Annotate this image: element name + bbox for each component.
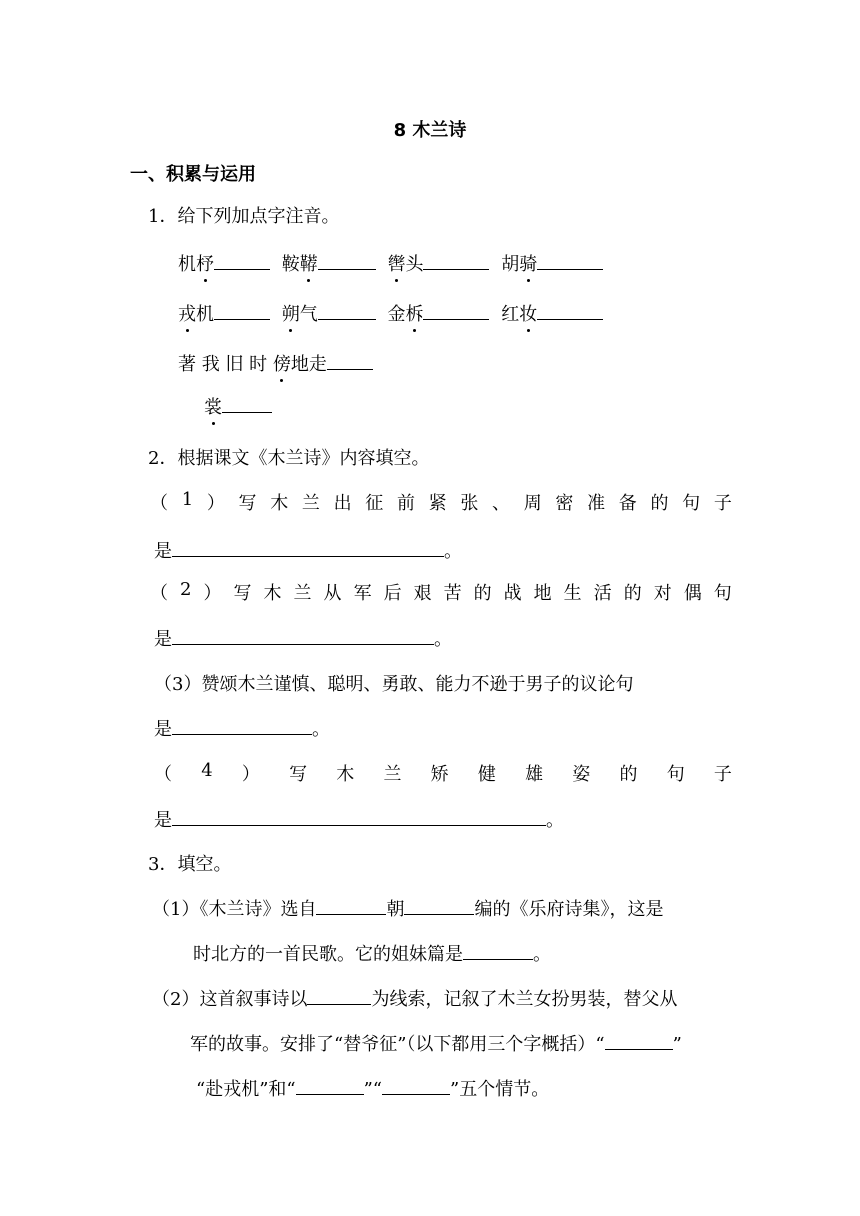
pinyin-item: 辔头 — [387, 250, 423, 276]
q2-part3: （3）赞颂木兰谨慎、聪明、勇敢、能力不逊于男子的议论句 — [154, 674, 634, 695]
answer-blank[interactable] — [214, 251, 270, 270]
pinyin-row-2 — [178, 300, 603, 326]
answer-blank[interactable] — [172, 807, 546, 826]
q3-part2-line2 — [190, 1030, 682, 1056]
pinyin-row-3 — [178, 350, 373, 376]
spaced-char: 前 — [396, 493, 415, 514]
answer-blank[interactable] — [307, 986, 371, 1005]
dotted-char: 裳 — [204, 393, 222, 419]
q3-text: 编的《乐府诗集》，这是 — [474, 899, 664, 920]
pinyin-item: 红妆 — [501, 300, 537, 326]
spaced-char: 1 — [181, 489, 194, 510]
spaced-char: 从 — [323, 583, 342, 604]
answer-blank[interactable] — [605, 1031, 673, 1050]
spaced-char: ） — [206, 493, 225, 514]
pinyin-item: 机杼 — [178, 250, 214, 276]
spaced-char: 4 — [201, 760, 213, 781]
q2-part1 — [150, 489, 732, 515]
spaced-char: 矫 — [430, 764, 449, 785]
spaced-char: 偶 — [683, 583, 702, 604]
pinyin-item: 戎机 — [178, 300, 214, 326]
pinyin-item: 鞍鞯 — [282, 250, 318, 276]
pinyin-item: 朔气 — [282, 300, 318, 326]
answer-blank[interactable] — [537, 251, 603, 270]
spaced-char: 的 — [650, 493, 669, 514]
spaced-char: 兰 — [293, 583, 312, 604]
spaced-char: 艰 — [413, 583, 432, 604]
answer-blank[interactable] — [404, 896, 474, 915]
answer-blank[interactable] — [318, 301, 376, 320]
q3-part2-line1 — [152, 985, 677, 1011]
spaced-char: 地 — [533, 583, 552, 604]
spaced-char: 出 — [333, 493, 352, 514]
q3-prompt: 3．填空。 — [148, 854, 232, 875]
answer-blank[interactable] — [172, 626, 434, 645]
spaced-char: 子 — [713, 764, 732, 785]
q2-part2-answer — [154, 625, 452, 651]
q3-text: （2）这首叙事诗以 — [152, 989, 308, 1010]
spaced-char: 2 — [180, 579, 192, 600]
spaced-char: 、 — [492, 493, 511, 514]
spaced-char: 木 — [263, 583, 282, 604]
q2-prompt: 2．根据课文《木兰诗》内容填空。 — [148, 448, 430, 469]
spaced-char: 军 — [353, 583, 372, 604]
q3-text: 朝 — [386, 899, 405, 920]
answer-blank[interactable] — [172, 538, 444, 557]
pinyin-item: 胡骑 — [501, 250, 537, 276]
q2-part3-answer — [154, 715, 330, 741]
answer-suffix: 。 — [546, 810, 564, 831]
q3-text: ”“ — [363, 1079, 383, 1100]
spaced-char: 周 — [523, 493, 542, 514]
answer-prefix: 是 — [154, 810, 172, 831]
spaced-char: 木 — [336, 764, 355, 785]
answer-blank[interactable] — [318, 251, 376, 270]
q3-text: 为线索，记叙了木兰女扮男装，替父从 — [371, 989, 678, 1010]
answer-blank[interactable] — [463, 941, 533, 960]
spaced-char: 的 — [619, 764, 638, 785]
spaced-char: 句 — [713, 583, 732, 604]
q3-text: 。 — [533, 944, 551, 965]
answer-prefix: 是 — [154, 629, 172, 650]
pinyin-suffix: 地走 — [290, 354, 327, 375]
spaced-char: 写 — [233, 583, 252, 604]
spaced-char: 的 — [473, 583, 492, 604]
section-heading: 一、积累与运用 — [130, 164, 256, 185]
spaced-char: 对 — [653, 583, 672, 604]
pinyin-row-1 — [178, 250, 603, 276]
spaced-char: 雄 — [525, 764, 544, 785]
q3-text: 军的故事。安排了“替爷征”（以下都用三个字概括）“ — [190, 1034, 605, 1055]
spaced-char: 苦 — [443, 583, 462, 604]
spaced-char: 紧 — [428, 493, 447, 514]
answer-blank[interactable] — [327, 351, 373, 370]
spaced-char: 兰 — [383, 764, 402, 785]
answer-suffix: 。 — [444, 541, 462, 562]
pinyin-prefix: 著 我 旧 时 — [178, 354, 268, 375]
answer-blank[interactable] — [214, 301, 270, 320]
spaced-char: 子 — [713, 493, 732, 514]
q3-text: 时北方的一首民歌。它的姐妹篇是 — [193, 944, 463, 965]
spaced-char: 的 — [623, 583, 642, 604]
answer-blank[interactable] — [537, 301, 603, 320]
q3-part1-line2 — [193, 940, 551, 966]
spaced-char: 后 — [383, 583, 402, 604]
spaced-char: 准 — [587, 493, 606, 514]
q3-text: ” — [672, 1034, 682, 1055]
spaced-char: 备 — [618, 493, 637, 514]
spaced-char: 句 — [682, 493, 701, 514]
answer-suffix: 。 — [434, 629, 452, 650]
answer-suffix: 。 — [312, 719, 330, 740]
q3-part1-line1 — [152, 895, 663, 921]
spaced-char: 生 — [563, 583, 582, 604]
spaced-char: （ — [150, 583, 168, 604]
spaced-char: 密 — [555, 493, 574, 514]
spaced-char: 写 — [238, 493, 257, 514]
q1-prompt: 1．给下列加点字注音。 — [148, 206, 340, 227]
q2-part4-answer — [154, 806, 564, 832]
q2-part4 — [154, 760, 732, 786]
pinyin-row-4 — [204, 393, 272, 419]
spaced-char: 张 — [460, 493, 479, 514]
q3-part2-line3 — [196, 1075, 549, 1101]
dotted-char: 傍 — [273, 350, 291, 376]
spaced-char: 活 — [593, 583, 612, 604]
spaced-char: 句 — [666, 764, 685, 785]
spaced-char: ） — [241, 764, 260, 785]
answer-blank[interactable] — [316, 896, 386, 915]
answer-prefix: 是 — [154, 541, 172, 562]
spaced-char: ） — [203, 583, 222, 604]
spaced-char: 健 — [477, 764, 496, 785]
spaced-char: 战 — [503, 583, 522, 604]
q2-part1-answer — [154, 537, 462, 563]
pinyin-item: 金柝 — [387, 300, 423, 326]
spaced-char: （ — [154, 764, 172, 785]
spaced-char: 写 — [289, 764, 308, 785]
answer-blank[interactable] — [382, 1076, 450, 1095]
answer-blank[interactable] — [296, 1076, 364, 1095]
answer-blank[interactable] — [222, 394, 272, 413]
q3-text: （1）《木兰诗》选自 — [152, 899, 317, 920]
q3-text: “赴戎机”和“ — [196, 1079, 296, 1100]
answer-prefix: 是 — [154, 719, 172, 740]
spaced-char: 兰 — [301, 493, 320, 514]
answer-blank[interactable] — [423, 251, 489, 270]
spaced-char: 姿 — [572, 764, 591, 785]
spaced-char: （ — [150, 493, 168, 514]
q3-text: ”五个情节。 — [450, 1079, 550, 1100]
spaced-char: 木 — [270, 493, 289, 514]
spaced-char: 征 — [365, 493, 384, 514]
q2-part2 — [150, 579, 732, 605]
answer-blank[interactable] — [423, 301, 489, 320]
page-title: 8 木兰诗 — [393, 120, 467, 141]
answer-blank[interactable] — [172, 716, 312, 735]
